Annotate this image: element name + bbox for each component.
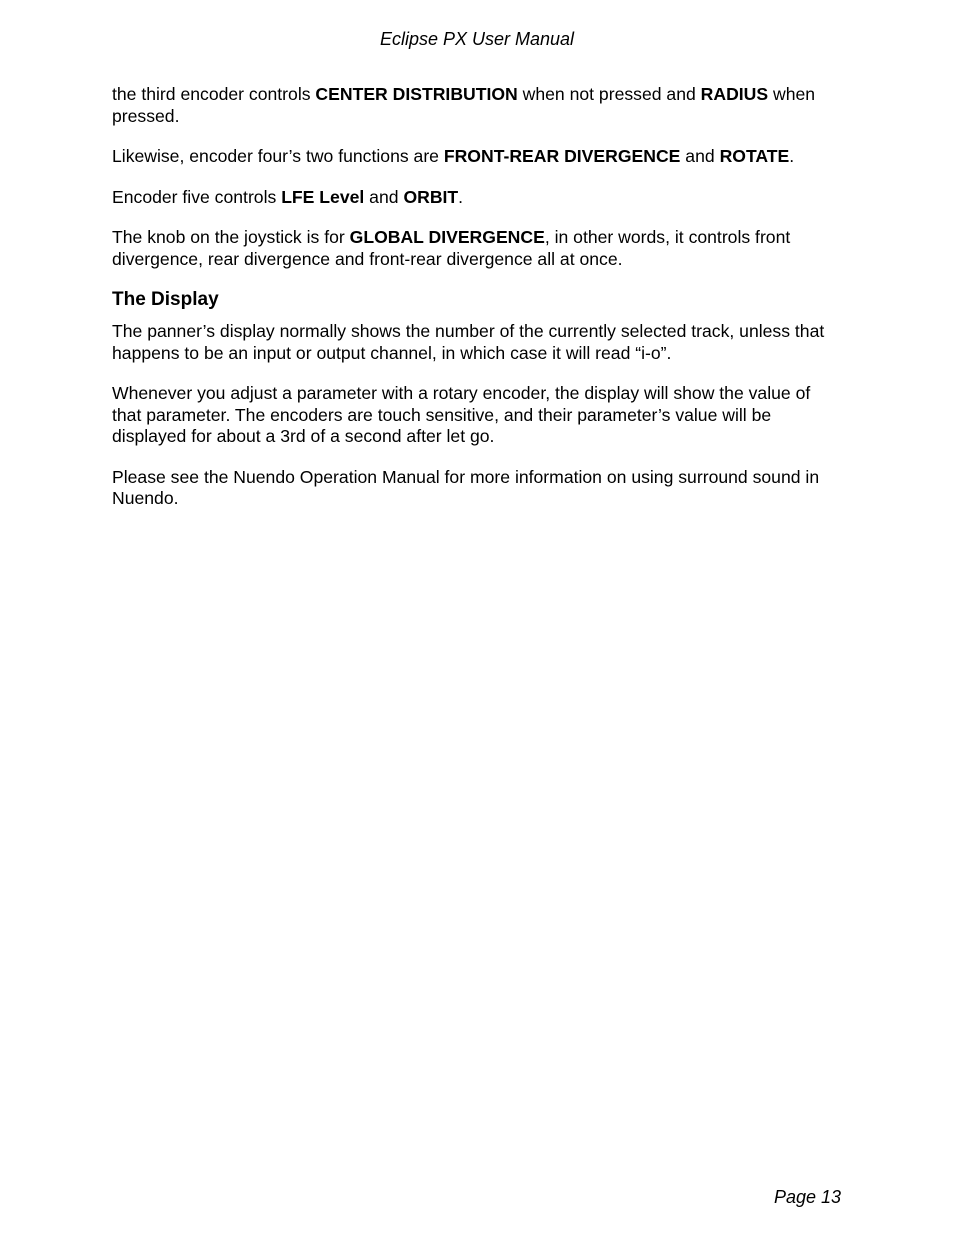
term-orbit: ORBIT — [403, 186, 459, 207]
paragraph-text: when not pressed and — [517, 84, 701, 104]
paragraph-encoder-five — [112, 187, 842, 209]
paragraph-text: The knob on the joystick is for — [112, 227, 350, 247]
paragraph-text: . — [789, 146, 795, 166]
paragraph-encoder-four — [112, 146, 842, 168]
term-global-divergence: GLOBAL DIVERGENCE — [349, 227, 545, 247]
paragraph-text: and — [364, 186, 404, 207]
paragraph-text: and — [680, 146, 720, 166]
paragraph-text: Encoder five controls — [112, 186, 282, 207]
paragraph-text: . — [458, 186, 464, 207]
term-rotate: ROTATE — [719, 146, 790, 166]
paragraph-text: , in other words, it controls front divergence, rear divergence and front-rear divergence all at once. — [112, 227, 791, 269]
section-heading-the-display: The Display — [112, 289, 219, 310]
document-body — [112, 84, 842, 529]
term-lfe-level: LFE Level — [281, 186, 365, 207]
paragraph-center-distribution — [112, 84, 842, 127]
paragraph-display-track: The panner’s display normally shows the number of the currently selected track, unless that happens to be an input or output channel, in which case it will read “i-o”. — [112, 321, 825, 363]
term-radius: RADIUS — [700, 84, 769, 104]
paragraph-text: Likewise, encoder four’s two functions are — [112, 146, 444, 166]
paragraph-joystick-knob — [112, 227, 842, 270]
running-header: Eclipse PX User Manual — [379, 29, 575, 49]
paragraph-display-value: Whenever you adjust a parameter with a rotary encoder, the display will show the value of that parameter. The encoders are touch sensitive, and their parameter’s value will be displayed for about a 3rd of a second after let go. — [112, 383, 811, 446]
paragraph-text: the third encoder controls — [112, 84, 316, 104]
paragraph-nuendo-reference: Please see the Nuendo Operation Manual for more information on using surround sound in Nuendo. — [112, 466, 820, 508]
paragraph-text: when pressed. — [112, 84, 816, 126]
term-front-rear-divergence: FRONT-REAR DIVERGENCE — [443, 146, 681, 166]
term-center-distribution: CENTER DISTRIBUTION — [315, 84, 518, 104]
page-number: Page 13 — [773, 1187, 841, 1207]
